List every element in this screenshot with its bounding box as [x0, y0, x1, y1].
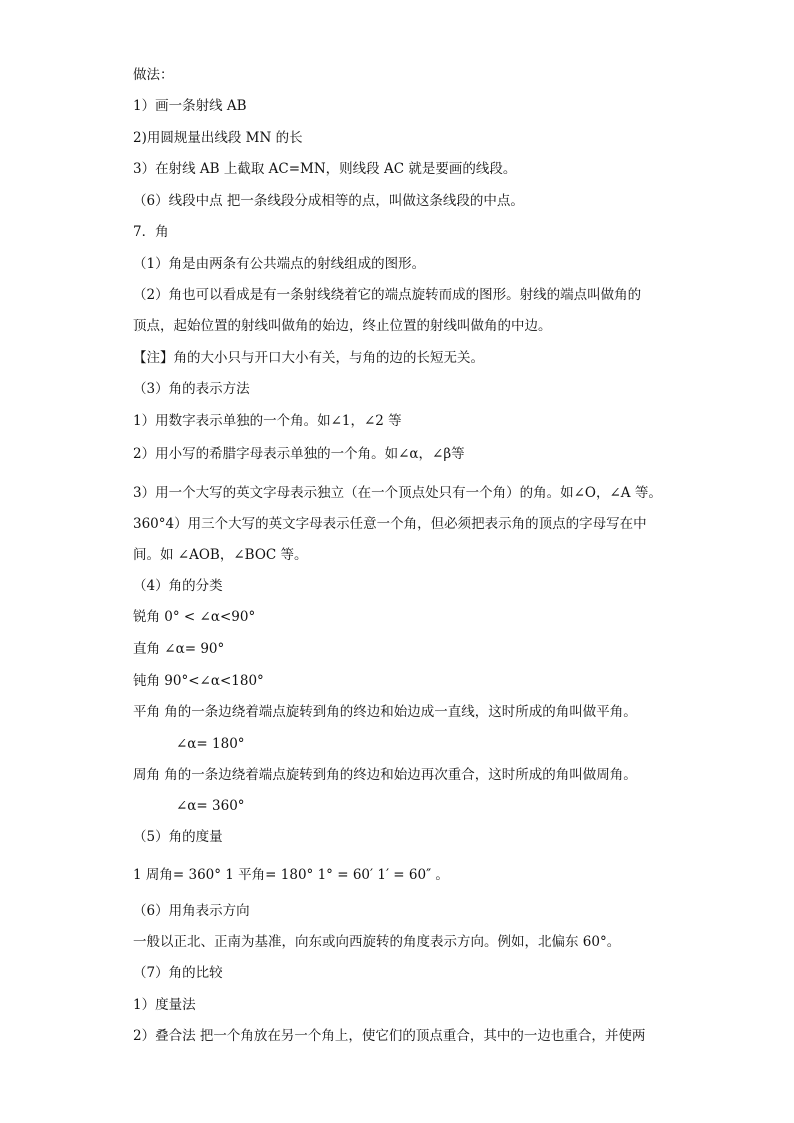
text-line: （1）角是由两条有公共端点的射线组成的图形。 — [133, 256, 426, 272]
text-line: （5）角的度量 — [133, 829, 223, 845]
text-line: ∠α= 360° — [176, 798, 245, 814]
text-line: （6）线段中点 把一条线段分成相等的点，叫做这条线段的中点。 — [133, 193, 524, 209]
text-line: 平角 角的一条边绕着端点旋转到角的终边和始边成一直线，这时所成的角叫做平角。 — [133, 704, 637, 720]
text-line: 间。如 ∠AOB，∠BOC 等。 — [133, 547, 308, 563]
text-line: 7．角 — [133, 224, 169, 240]
text-line: 直角 ∠α= 90° — [133, 641, 225, 657]
text-line: 3）在射线 AB 上截取 AC=MN，则线段 AC 就是要画的线段。 — [133, 161, 517, 177]
text-line: 2)用圆规量出线段 MN 的长 — [133, 130, 303, 146]
text-line: 1）画一条射线 AB — [133, 98, 247, 114]
text-line: （4）角的分类 — [133, 578, 223, 594]
text-line: （7）角的比较 — [133, 965, 223, 981]
text-line: 2）用小写的希腊字母表示单独的一个角。如∠α，∠β等 — [133, 446, 465, 462]
text-line: （2）角也可以看成是有一条射线绕着它的端点旋转而成的图形。射线的端点叫做角的 — [133, 287, 642, 303]
text-line: 一般以正北、正南为基准，向东或向西旋转的角度表示方向。例如，北偏东 60°。 — [133, 934, 621, 950]
text-line: 顶点，起始位置的射线叫做角的始边，终止位置的射线叫做角的中边。 — [133, 318, 552, 334]
text-line: 钝角 90°<∠α<180° — [133, 673, 264, 689]
text-line: 3）用一个大写的英文字母表示独立（在一个顶点处只有一个角）的角。如∠O，∠A 等。 — [133, 485, 662, 501]
text-line: 360°4）用三个大写的英文字母表示任意一个角，但必须把表示角的顶点的字母写在中 — [133, 516, 647, 532]
text-line: 1）用数字表示单独的一个角。如∠1，∠2 等 — [133, 413, 402, 429]
text-line: 1）度量法 — [133, 997, 196, 1013]
text-line: 2）叠合法 把一个角放在另一个角上，使它们的顶点重合，其中的一边也重合，并使两 — [133, 1028, 646, 1044]
text-line: 1 周角= 360° 1 平角= 180° 1° = 60′ 1′ = 60″ 。 — [133, 867, 449, 883]
text-line: 锐角 0° < ∠α<90° — [133, 609, 256, 625]
text-line: 做法： — [133, 67, 174, 83]
text-line: 【注】角的大小只与开口大小有关，与角的边的长短无关。 — [133, 350, 484, 366]
text-line: （6）用角表示方向 — [133, 903, 250, 919]
text-line: （3）角的表示方法 — [133, 381, 250, 397]
text-line: ∠α= 180° — [176, 736, 245, 752]
text-line: 周角 角的一条边绕着端点旋转到角的终边和始边再次重合，这时所成的角叫做周角。 — [133, 767, 637, 783]
